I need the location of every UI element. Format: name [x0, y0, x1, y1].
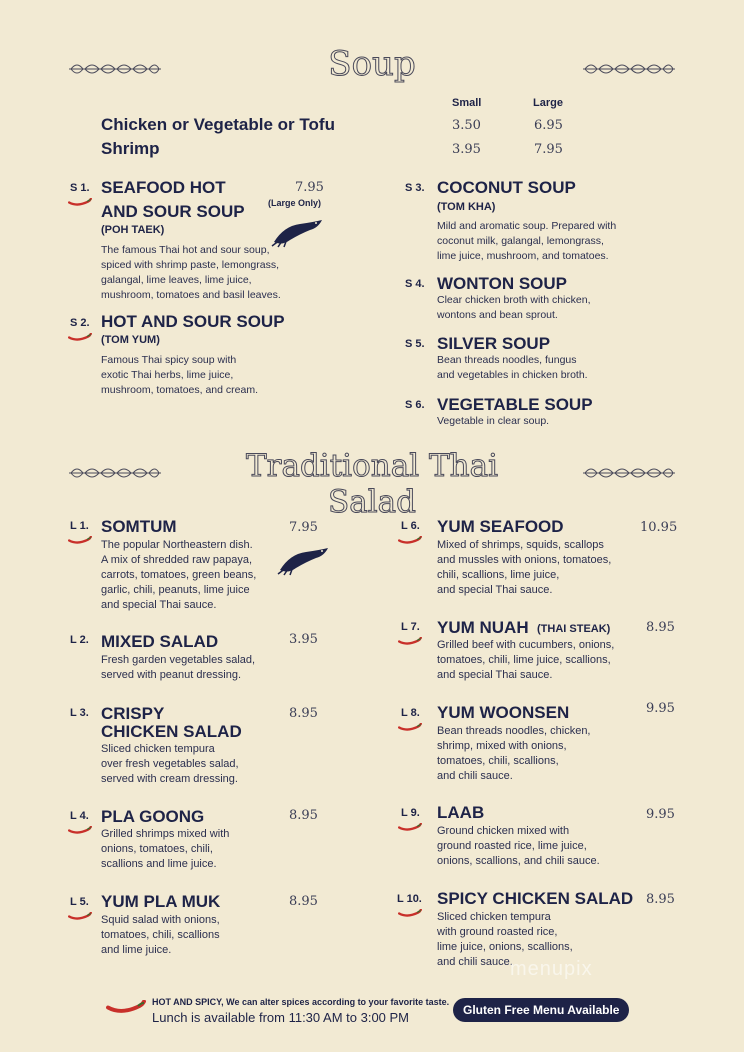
item-name: COCONUT SOUP — [437, 178, 576, 197]
item-code: L 6. — [401, 520, 420, 532]
chili-icon — [68, 198, 92, 207]
ornament-right-icon — [582, 60, 676, 78]
item-price: 8.95 — [646, 620, 675, 635]
chili-icon — [398, 823, 422, 832]
item-name-line2: CHICKEN SALAD — [101, 722, 242, 741]
item-description: Mixed of shrimps, squids, scallops and mussles with onions, tomatoes, chili, scallions, lime juice, and special Thai sauce. — [437, 539, 612, 596]
item-subtitle: (THAI STEAK) — [537, 623, 611, 635]
chili-icon — [398, 723, 422, 732]
item-description: Famous Thai spicy soup with exotic Thai herbs, lime juice, mushroom, tomatoes, and cream. — [101, 354, 258, 396]
item-code: L 2. — [70, 634, 89, 646]
item-price: 3.95 — [289, 632, 318, 647]
chili-icon — [68, 536, 92, 545]
item-code: L 10. — [397, 893, 422, 905]
item-subtitle: (TOM KHA) — [437, 201, 496, 213]
size-small-header: Small — [452, 97, 482, 109]
item-code: L 3. — [70, 707, 89, 719]
item-code: L 8. — [401, 707, 420, 719]
lunch-hours: Lunch is available from 11:30 AM to 3:00 PM — [152, 1010, 410, 1025]
chili-icon — [68, 826, 92, 835]
item-description: Squid salad with onions, tomatoes, chili, scallions and lime juice. — [101, 914, 220, 956]
soup-base-large-price: 6.95 — [534, 118, 563, 133]
item-name: HOT AND SOUR SOUP — [101, 312, 285, 331]
item-description: Grilled beef with cucumbers, onions, tomatoes, chili, lime juice, scallions, and special Thai sauce. — [437, 639, 615, 681]
item-name: SPICY CHICKEN SALAD — [437, 889, 634, 908]
salad-section-title: Traditional Thai Salad — [245, 448, 499, 520]
item-code: L 4. — [70, 810, 89, 822]
item-name: MIXED SALAD — [101, 632, 219, 651]
item-subtitle: (TOM YUM) — [101, 334, 160, 346]
item-name: SILVER SOUP — [437, 334, 551, 353]
item-code: L 5. — [70, 896, 89, 908]
item-subtitle: (POH TAEK) — [101, 224, 165, 236]
item-code: L 7. — [401, 621, 420, 633]
item-code: S 2. — [70, 317, 90, 329]
item-description: Mild and aromatic soup. Prepared with coconut milk, galangal, lemongrass, lime juice, mushroom, and tomatoes. — [437, 220, 617, 262]
soup-base-name: Shrimp — [101, 139, 160, 158]
item-price: 7.95 — [295, 180, 324, 195]
item-price: 10.95 — [640, 520, 678, 535]
item-price: 9.95 — [646, 701, 675, 716]
item-name: YUM WOONSEN — [437, 703, 570, 722]
item-price: 8.95 — [646, 892, 675, 907]
item-description: Sliced chicken tempura with ground roasted rice, lime juice, onions, scallions, and chili sauce. — [437, 911, 573, 968]
item-description: The popular Northeastern dish. A mix of shredded raw papaya, carrots, tomatoes, green beans, garlic, chili, peanuts, lime juice and special Thai sauce. — [101, 539, 257, 611]
size-large-header: Large — [533, 97, 563, 109]
chili-icon — [398, 909, 422, 918]
ornament-left-icon — [68, 464, 162, 482]
item-name: LAAB — [437, 803, 485, 822]
item-code: S 5. — [405, 338, 425, 350]
item-description: Grilled shrimps mixed with onions, tomatoes, chili, scallions and lime juice. — [101, 828, 230, 870]
soup-base-small-price: 3.50 — [452, 118, 481, 133]
item-description: Ground chicken mixed with ground roasted rice, lime juice, onions, scallions, and chili sauce. — [437, 825, 600, 867]
item-price-note: (Large Only) — [268, 198, 322, 208]
soup-base-small-price: 3.95 — [452, 142, 481, 157]
item-code: S 4. — [405, 278, 425, 290]
chili-icon — [106, 1000, 146, 1015]
chili-icon — [68, 333, 92, 342]
item-price: 8.95 — [289, 808, 318, 823]
soup-base-large-price: 7.95 — [534, 142, 563, 157]
gluten-free-badge: Gluten Free Menu Available — [453, 998, 629, 1022]
item-name: PLA GOONG — [101, 807, 205, 826]
item-code: L 1. — [70, 520, 89, 532]
ornament-right-icon — [582, 464, 676, 482]
item-description: Sliced chicken tempura over fresh vegetables salad, served with cream dressing. — [101, 743, 239, 785]
item-name: VEGETABLE SOUP — [437, 395, 593, 414]
item-code: S 3. — [405, 182, 425, 194]
soup-base-name: Chicken or Vegetable or Tofu — [101, 115, 335, 134]
item-code: L 9. — [401, 807, 420, 819]
item-name: CRISPY — [101, 704, 165, 723]
watermark: menupix — [510, 958, 593, 980]
item-description: Vegetable in clear soup. — [437, 415, 550, 427]
item-price: 9.95 — [646, 807, 675, 822]
chili-icon — [398, 637, 422, 646]
item-code: S 1. — [70, 182, 90, 194]
item-name: YUM SEAFOOD — [437, 517, 564, 536]
chili-icon — [398, 536, 422, 545]
item-price: 7.95 — [289, 520, 318, 535]
item-name-line2: AND SOUR SOUP — [101, 202, 245, 221]
item-name: YUM PLA MUK — [101, 892, 221, 911]
item-code: S 6. — [405, 399, 425, 411]
item-description: Bean threads noodles, chicken, shrimp, mixed with onions, tomatoes, chili, scallions, and chili sauce. — [437, 725, 591, 782]
fish-illustration-icon — [276, 544, 332, 576]
item-name: WONTON SOUP — [437, 274, 568, 293]
ornament-left-icon — [68, 60, 162, 78]
item-description: Bean threads noodles, fungus and vegetables in chicken broth. — [437, 354, 588, 381]
soup-section-title: Soup — [328, 44, 416, 84]
item-description: The famous Thai hot and sour soup, spiced with shrimp paste, lemongrass, galangal, lime leaves, lime juice, mushroom, tomatoes and basil leaves. — [101, 244, 281, 301]
item-description: Clear chicken broth with chicken, wontons and bean sprout. — [437, 294, 591, 321]
item-name: SEAFOOD HOT — [101, 178, 226, 197]
item-price: 8.95 — [289, 706, 318, 721]
item-description: Fresh garden vegetables salad, served with peanut dressing. — [101, 654, 256, 681]
item-name: SOMTUM — [101, 517, 177, 536]
chili-icon — [68, 912, 92, 921]
item-price: 8.95 — [289, 894, 318, 909]
item-name: YUM NUAH — [437, 618, 529, 637]
spicy-note: HOT AND SPICY, We can alter spices according to your favorite taste. — [152, 997, 450, 1007]
